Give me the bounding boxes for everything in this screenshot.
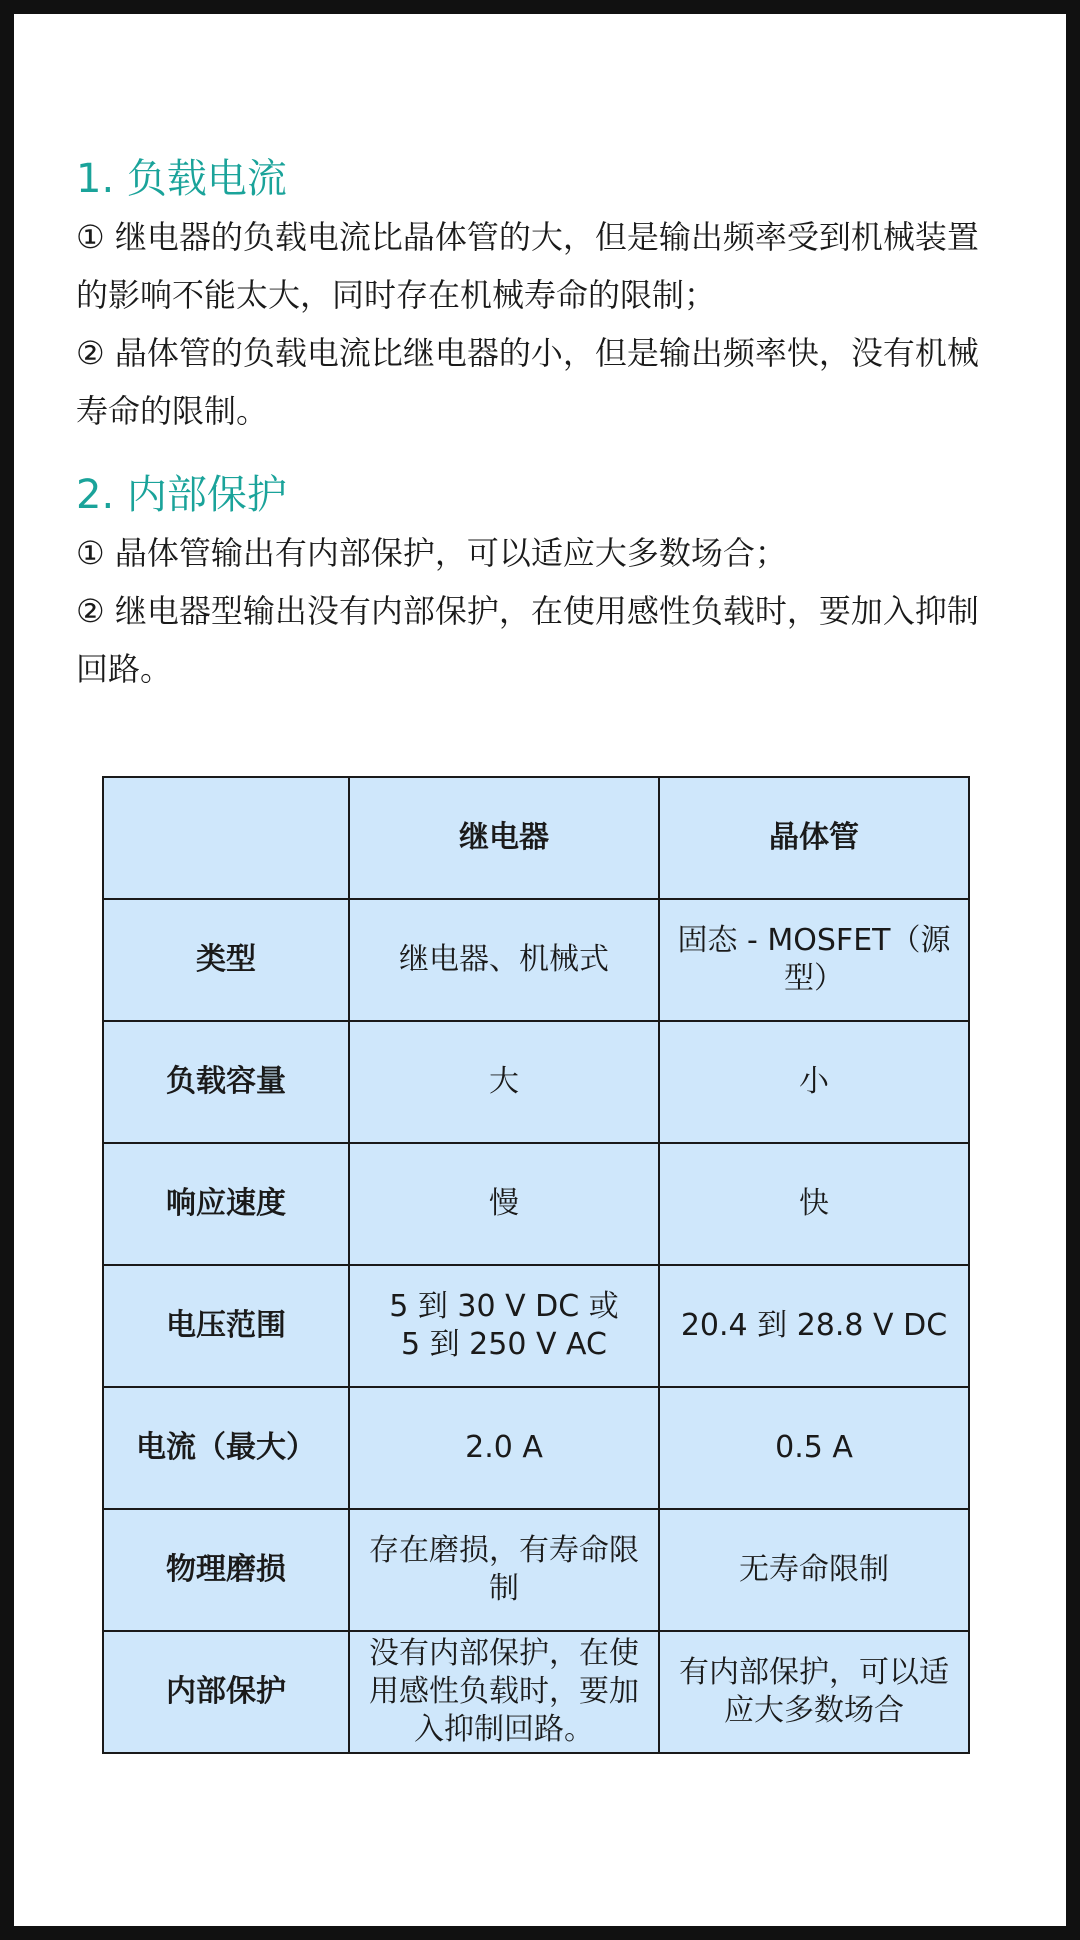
transistor-cell: 0.5 A (659, 1387, 969, 1509)
relay-cell: 继电器、机械式 (349, 899, 659, 1021)
section-load-current (76, 150, 1006, 440)
row-label: 类型 (103, 899, 349, 1021)
row-label: 响应速度 (103, 1143, 349, 1265)
relay-cell: 慢 (349, 1143, 659, 1265)
header-cell-empty (103, 777, 349, 899)
table-row (103, 899, 969, 1021)
table-header-row (103, 777, 969, 899)
header-cell-relay: 继电器 (349, 777, 659, 899)
transistor-cell: 固态 - MOSFET（源型） (659, 899, 969, 1021)
transistor-cell: 20.4 到 28.8 V DC (659, 1265, 969, 1387)
relay-cell: 2.0 A (349, 1387, 659, 1509)
relay-cell: 大 (349, 1021, 659, 1143)
relay-cell: 存在磨损，有寿命限制 (349, 1509, 659, 1631)
row-label: 电压范围 (103, 1265, 349, 1387)
table-row (103, 1631, 969, 1753)
paragraph: ② 晶体管的负载电流比继电器的小，但是输出频率快，没有机械寿命的限制。 (76, 334, 979, 430)
comparison-table-wrapper (102, 776, 968, 1754)
table-row (103, 1143, 969, 1265)
relay-cell: 5 到 30 V DC 或 5 到 250 V AC (349, 1265, 659, 1387)
table-row (103, 1387, 969, 1509)
transistor-cell: 快 (659, 1143, 969, 1265)
section-title: 2. 内部保护 (76, 472, 287, 518)
section-title: 1. 负载电流 (76, 156, 287, 202)
table-row (103, 1509, 969, 1631)
table-row (103, 1021, 969, 1143)
row-label: 电流（最大） (103, 1387, 349, 1509)
paragraph: ① 晶体管输出有内部保护，可以适应大多数场合； (76, 534, 787, 572)
section-internal-protection (76, 466, 1006, 698)
comparison-table (102, 776, 970, 1754)
row-label: 物理磨损 (103, 1509, 349, 1631)
row-label: 负载容量 (103, 1021, 349, 1143)
transistor-cell: 有内部保护，可以适应大多数场合 (659, 1631, 969, 1753)
paragraph: ② 继电器型输出没有内部保护，在使用感性负载时，要加入抑制回路。 (76, 592, 979, 688)
header-cell-transistor: 晶体管 (659, 777, 969, 899)
article-body (76, 150, 1006, 716)
row-label: 内部保护 (103, 1631, 349, 1753)
table-row (103, 1265, 969, 1387)
paragraph: ① 继电器的负载电流比晶体管的大，但是输出频率受到机械装置的影响不能太大，同时存在机械寿命的限制； (76, 218, 979, 314)
transistor-cell: 小 (659, 1021, 969, 1143)
relay-cell: 没有内部保护，在使用感性负载时，要加入抑制回路。 (349, 1631, 659, 1753)
transistor-cell: 无寿命限制 (659, 1509, 969, 1631)
